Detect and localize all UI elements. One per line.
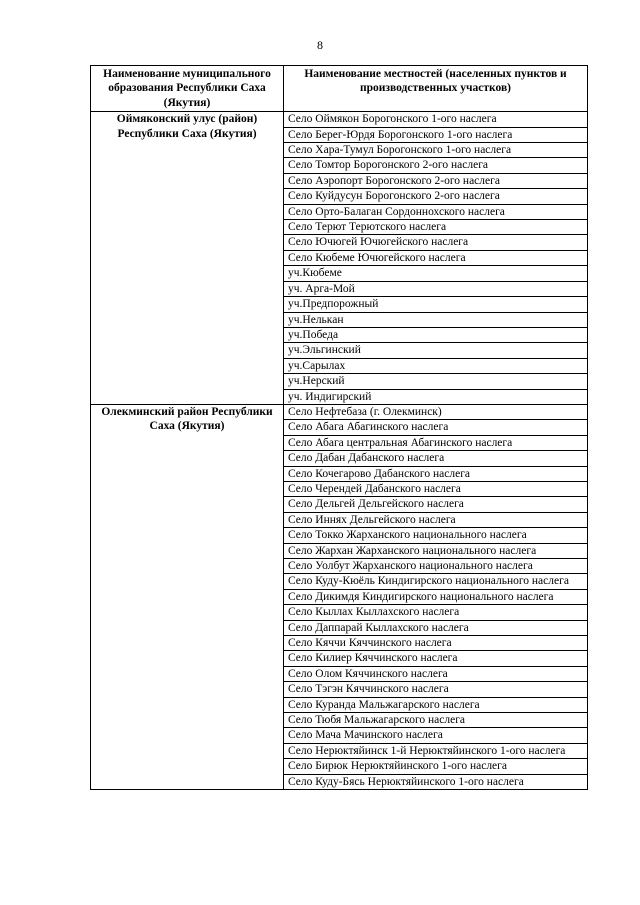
locality-cell: Село Тюбя Мальжагарского наслега bbox=[284, 713, 588, 728]
locality-cell: Село Куйдусун Борогонского 2-ого наслега bbox=[284, 189, 588, 204]
locality-cell: Село Дикимдя Киндигирского национального наслега bbox=[284, 589, 588, 604]
locality-cell: Село Куду-Кюёль Киндигирского национального наслега bbox=[284, 574, 588, 589]
locality-cell: Село Томтор Борогонского 2-ого наслега bbox=[284, 158, 588, 173]
locality-cell: Село Ючюгей Ючюгейского наслега bbox=[284, 235, 588, 250]
locality-cell: уч.Победа bbox=[284, 327, 588, 342]
locality-cell: Село Терют Терютского наслега bbox=[284, 220, 588, 235]
locality-cell: Село Абага Абагинского наслега bbox=[284, 420, 588, 435]
page-number: 8 bbox=[317, 38, 323, 52]
locality-cell: уч.Нерский bbox=[284, 374, 588, 389]
locality-cell: уч. Индигирский bbox=[284, 389, 588, 404]
district-cell: Олекминский район Республики Саха (Якутия) bbox=[91, 404, 284, 789]
table-body bbox=[91, 112, 588, 790]
locality-cell: Село Килиер Кяччинского наслега bbox=[284, 651, 588, 666]
locality-cell: Село Тэгэн Кяччинского наслега bbox=[284, 682, 588, 697]
locality-cell: Село Кяччи Кяччинского наслега bbox=[284, 636, 588, 651]
table-row bbox=[91, 112, 588, 127]
locality-cell: Село Орто-Балаган Сордоннохского наслега bbox=[284, 204, 588, 219]
locality-cell: уч.Предпорожный bbox=[284, 297, 588, 312]
locality-cell: Село Хара-Тумул Борогонского 1-ого наслега bbox=[284, 143, 588, 158]
locality-cell: Село Уолбут Жарханского национального наслега bbox=[284, 559, 588, 574]
locality-cell: Село Дабан Дабанского наслега bbox=[284, 451, 588, 466]
locality-cell: уч.Эльгинский bbox=[284, 343, 588, 358]
locality-cell: Село Берег-Юрдя Борогонского 1-ого наслега bbox=[284, 127, 588, 142]
locations-table bbox=[90, 65, 588, 790]
header-localities: Наименование местностей (населенных пунктов и производственных участков) bbox=[284, 66, 588, 112]
locality-cell: уч.Нелькан bbox=[284, 312, 588, 327]
locality-cell: Село Абага центральная Абагинского наслега bbox=[284, 435, 588, 450]
header-municipality: Наименование муниципального образования Республики Саха (Якутия) bbox=[91, 66, 284, 112]
locality-cell: Село Кыллах Кыллахского наслега bbox=[284, 605, 588, 620]
locality-cell: Село Бирюк Нерюктяйинского 1-ого наслега bbox=[284, 759, 588, 774]
locality-cell: Село Куранда Мальжагарского наслега bbox=[284, 697, 588, 712]
locality-cell: Село Аэропорт Борогонского 2-ого наслега bbox=[284, 173, 588, 188]
locality-cell: уч.Сарылах bbox=[284, 358, 588, 373]
locality-cell: Село Олом Кяччинского наслега bbox=[284, 666, 588, 681]
locality-cell: Село Кочегарово Дабанского наслега bbox=[284, 466, 588, 481]
locality-cell: Село Нерюктяйинск 1-й Нерюктяйинского 1-ого наслега bbox=[284, 743, 588, 758]
locality-cell: Село Токко Жарханского национального наслега bbox=[284, 528, 588, 543]
locality-cell: Село Куду-Бясь Нерюктяйинского 1-ого наслега bbox=[284, 774, 588, 789]
table-row bbox=[91, 404, 588, 419]
table-header-row bbox=[91, 66, 588, 112]
locality-cell: уч.Кюбеме bbox=[284, 266, 588, 281]
locality-cell: Село Нефтебаза (г. Олекминск) bbox=[284, 404, 588, 419]
locality-cell: Село Черендей Дабанского наслега bbox=[284, 481, 588, 496]
locality-cell: Село Дельгей Дельгейского наслега bbox=[284, 497, 588, 512]
locality-cell: Село Кюбеме Ючюгейского наслега bbox=[284, 250, 588, 265]
locality-cell: Село Мача Мачинского наслега bbox=[284, 728, 588, 743]
locality-cell: уч. Арга-Мой bbox=[284, 281, 588, 296]
locality-cell: Село Даппарай Кыллахского наслега bbox=[284, 620, 588, 635]
locality-cell: Село Оймякон Борогонского 1-ого наслега bbox=[284, 112, 588, 127]
locality-cell: Село Иннях Дельгейского наслега bbox=[284, 512, 588, 527]
locality-cell: Село Жархан Жарханского национального наслега bbox=[284, 543, 588, 558]
district-cell: Оймяконский улус (район) Республики Саха (Якутия) bbox=[91, 112, 284, 405]
